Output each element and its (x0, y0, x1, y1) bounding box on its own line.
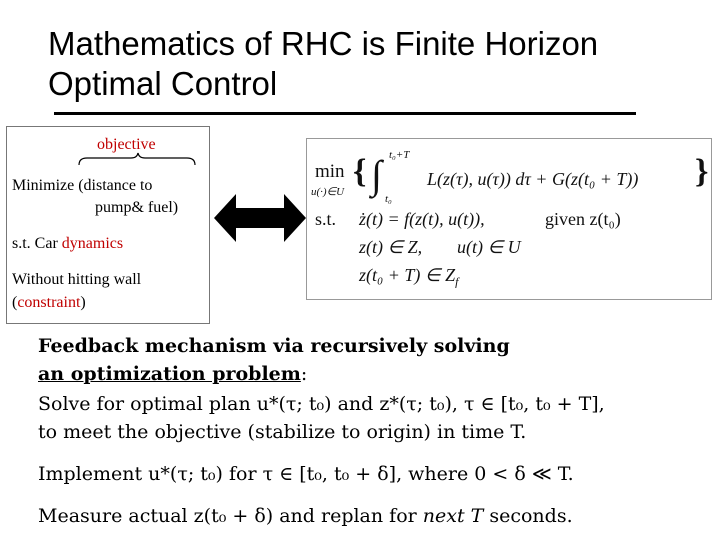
measure-next: next T (422, 505, 484, 527)
heading-underlined: an optimization problem (38, 363, 301, 385)
double-arrow-icon (212, 190, 308, 246)
dynamics-word: dynamics (61, 235, 124, 252)
implement-line: Implement u*(τ; t₀) for τ ∈ [t₀, t₀ + δ], where 0 < δ ≪ T. (38, 463, 574, 485)
solve-line-1: Solve for optimal plan u*(τ; t₀) and z*(τ; t₀), τ ∈ [t₀, t₀ + T], (38, 393, 605, 415)
terminal-constraint (359, 265, 458, 290)
min-subscript: u(·)∈U (311, 186, 345, 198)
st-prefix: s.t. Car (12, 235, 62, 252)
dynamics-line (12, 234, 123, 254)
constraint-line (12, 293, 86, 313)
min-operator: min (315, 161, 345, 182)
brace-icon (77, 152, 197, 166)
terminal-expr: z(t₀ + T) ∈ Z (359, 265, 456, 285)
paren-close: ) (80, 294, 86, 311)
measure-line (38, 502, 573, 530)
integral-sign: ∫ (371, 152, 382, 197)
measure-prefix: Measure actual z(t₀ + δ) and replan for (38, 505, 423, 527)
open-brace: { (353, 153, 367, 190)
state-constraint: z(t) ∈ Z, (359, 237, 423, 257)
measure-suffix: seconds. (483, 505, 573, 527)
without-line: Without hitting wall (12, 271, 142, 288)
minimize-line-2: pump& fuel) (95, 199, 179, 216)
title-underline (54, 112, 636, 115)
close-brace: } (695, 153, 709, 190)
constraint-word: constraint (17, 294, 81, 311)
paren-open: ( (12, 294, 18, 311)
page-title (48, 24, 688, 104)
dynamics-expression: ż(t) = f(z(t), u(t)), (359, 209, 485, 229)
objective-box (6, 126, 210, 324)
objective-label: objective (97, 136, 156, 153)
input-constraint: u(t) ∈ U (457, 237, 521, 257)
title-line-2: Optimal Control (48, 65, 278, 102)
feedback-heading-line-1: Feedback mechanism via recursively solving (38, 335, 510, 357)
heading-colon: : (300, 363, 308, 385)
feedback-heading-line-2 (38, 360, 307, 388)
terminal-subscript: f (455, 274, 459, 289)
formula-box (306, 138, 712, 300)
st-label: s.t. (315, 209, 337, 229)
solve-line-2: to meet the objective (stabilize to origin) in time T. (38, 421, 527, 443)
integral-upper: t₀+T (389, 149, 410, 161)
minimize-line-1: Minimize (distance to (12, 177, 153, 194)
given-expression: given z(t₀) (545, 209, 621, 229)
title-line-1: Mathematics of RHC is Finite Horizon (48, 25, 599, 62)
integral-lower: t₀ (385, 193, 392, 205)
cost-expression: L(z(τ), u(τ)) dτ + G(z(t₀ + T)) (427, 169, 639, 189)
